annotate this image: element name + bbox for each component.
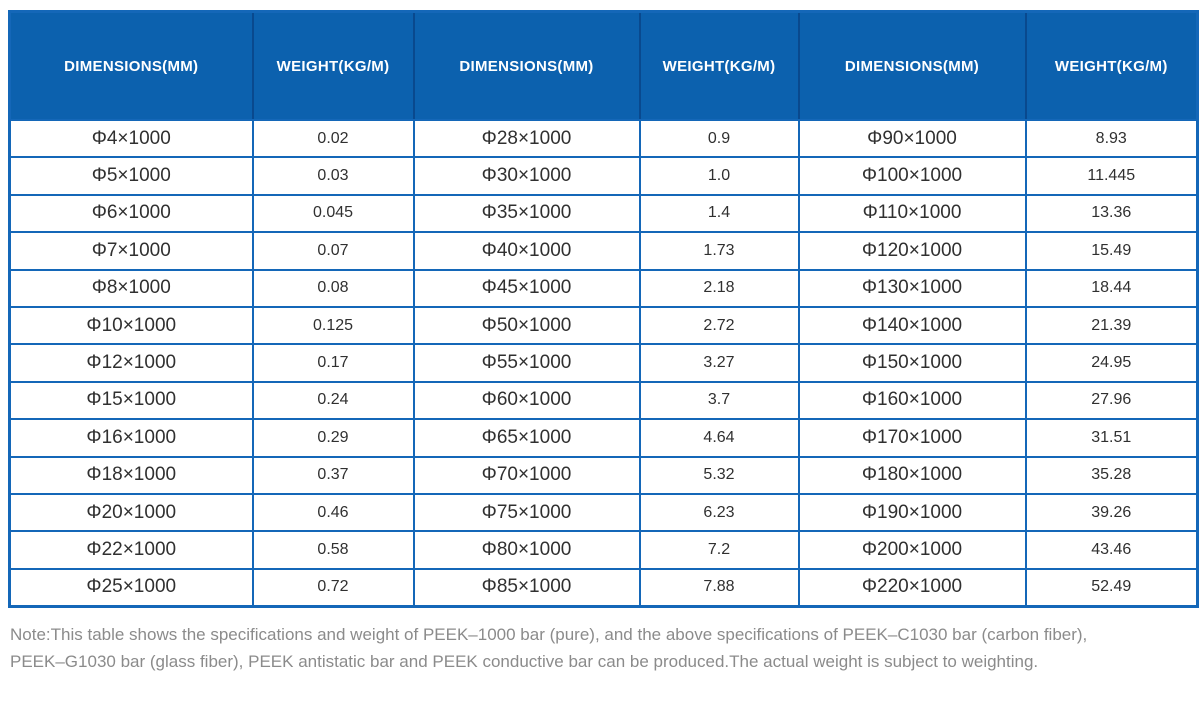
dimension-cell: Φ50×1000 bbox=[414, 307, 640, 344]
weight-cell: 7.88 bbox=[640, 569, 799, 607]
dimension-cell: Φ160×1000 bbox=[799, 382, 1026, 419]
dimension-cell: Φ190×1000 bbox=[799, 494, 1026, 531]
dimension-cell: Φ45×1000 bbox=[414, 270, 640, 307]
peek-bar-spec-table bbox=[8, 10, 1199, 608]
dimension-cell: Φ90×1000 bbox=[799, 120, 1026, 157]
dimension-cell: Φ200×1000 bbox=[799, 531, 1026, 568]
weight-cell: 7.2 bbox=[640, 531, 799, 568]
weight-cell: 0.07 bbox=[253, 232, 414, 269]
dimension-cell: Φ12×1000 bbox=[10, 344, 253, 381]
dimension-cell: Φ8×1000 bbox=[10, 270, 253, 307]
weight-cell: 2.18 bbox=[640, 270, 799, 307]
dimension-cell: Φ220×1000 bbox=[799, 569, 1026, 607]
header-dimensions-3: DIMENSIONS(MM) bbox=[799, 12, 1026, 121]
dimension-cell: Φ15×1000 bbox=[10, 382, 253, 419]
weight-cell: 3.27 bbox=[640, 344, 799, 381]
table-row bbox=[10, 457, 1198, 494]
weight-cell: 1.0 bbox=[640, 157, 799, 194]
dimension-cell: Φ170×1000 bbox=[799, 419, 1026, 456]
header-weight-2: WEIGHT(KG/M) bbox=[640, 12, 799, 121]
weight-cell: 0.37 bbox=[253, 457, 414, 494]
dimension-cell: Φ4×1000 bbox=[10, 120, 253, 157]
dimension-cell: Φ18×1000 bbox=[10, 457, 253, 494]
weight-cell: 0.58 bbox=[253, 531, 414, 568]
weight-cell: 15.49 bbox=[1026, 232, 1198, 269]
weight-cell: 0.9 bbox=[640, 120, 799, 157]
weight-cell: 3.7 bbox=[640, 382, 799, 419]
table-row bbox=[10, 270, 1198, 307]
weight-cell: 18.44 bbox=[1026, 270, 1198, 307]
dimension-cell: Φ16×1000 bbox=[10, 419, 253, 456]
header-weight-1: WEIGHT(KG/M) bbox=[253, 12, 414, 121]
dimension-cell: Φ6×1000 bbox=[10, 195, 253, 232]
dimension-cell: Φ65×1000 bbox=[414, 419, 640, 456]
table-row bbox=[10, 307, 1198, 344]
weight-cell: 0.03 bbox=[253, 157, 414, 194]
dimension-cell: Φ7×1000 bbox=[10, 232, 253, 269]
header-dimensions-1: DIMENSIONS(MM) bbox=[10, 12, 253, 121]
weight-cell: 43.46 bbox=[1026, 531, 1198, 568]
dimension-cell: Φ5×1000 bbox=[10, 157, 253, 194]
header-row bbox=[10, 12, 1198, 121]
weight-cell: 8.93 bbox=[1026, 120, 1198, 157]
weight-cell: 1.4 bbox=[640, 195, 799, 232]
dimension-cell: Φ35×1000 bbox=[414, 195, 640, 232]
dimension-cell: Φ120×1000 bbox=[799, 232, 1026, 269]
weight-cell: 5.32 bbox=[640, 457, 799, 494]
weight-cell: 27.96 bbox=[1026, 382, 1198, 419]
dimension-cell: Φ30×1000 bbox=[414, 157, 640, 194]
table-row bbox=[10, 569, 1198, 607]
dimension-cell: Φ10×1000 bbox=[10, 307, 253, 344]
dimension-cell: Φ100×1000 bbox=[799, 157, 1026, 194]
table-row bbox=[10, 494, 1198, 531]
weight-cell: 11.445 bbox=[1026, 157, 1198, 194]
dimension-cell: Φ40×1000 bbox=[414, 232, 640, 269]
weight-cell: 35.28 bbox=[1026, 457, 1198, 494]
dimension-cell: Φ20×1000 bbox=[10, 494, 253, 531]
note-line-2: PEEK–G1030 bar (glass fiber), PEEK antistatic bar and PEEK conductive bar can be produced.The actual weight is subject to weighting. bbox=[10, 652, 1039, 672]
weight-cell: 0.46 bbox=[253, 494, 414, 531]
dimension-cell: Φ75×1000 bbox=[414, 494, 640, 531]
dimension-cell: Φ180×1000 bbox=[799, 457, 1026, 494]
weight-cell: 0.29 bbox=[253, 419, 414, 456]
weight-cell: 21.39 bbox=[1026, 307, 1198, 344]
table-row bbox=[10, 419, 1198, 456]
weight-cell: 39.26 bbox=[1026, 494, 1198, 531]
note-text bbox=[10, 621, 1192, 675]
table-row bbox=[10, 382, 1198, 419]
weight-cell: 13.36 bbox=[1026, 195, 1198, 232]
note-line-1: Note:This table shows the specifications and weight of PEEK–1000 bar (pure), and the above specifications of PEEK–C1030 bar (carbon fiber), bbox=[10, 625, 1088, 645]
dimension-cell: Φ28×1000 bbox=[414, 120, 640, 157]
weight-cell: 0.17 bbox=[253, 344, 414, 381]
table-row bbox=[10, 120, 1198, 157]
weight-cell: 0.045 bbox=[253, 195, 414, 232]
weight-cell: 1.73 bbox=[640, 232, 799, 269]
weight-cell: 0.125 bbox=[253, 307, 414, 344]
table-row bbox=[10, 195, 1198, 232]
header-dimensions-2: DIMENSIONS(MM) bbox=[414, 12, 640, 121]
weight-cell: 52.49 bbox=[1026, 569, 1198, 607]
dimension-cell: Φ70×1000 bbox=[414, 457, 640, 494]
table-row bbox=[10, 531, 1198, 568]
weight-cell: 0.24 bbox=[253, 382, 414, 419]
weight-cell: 0.02 bbox=[253, 120, 414, 157]
dimension-cell: Φ22×1000 bbox=[10, 531, 253, 568]
weight-cell: 2.72 bbox=[640, 307, 799, 344]
weight-cell: 31.51 bbox=[1026, 419, 1198, 456]
dimension-cell: Φ80×1000 bbox=[414, 531, 640, 568]
weight-cell: 4.64 bbox=[640, 419, 799, 456]
dimension-cell: Φ85×1000 bbox=[414, 569, 640, 607]
table-row bbox=[10, 232, 1198, 269]
weight-cell: 24.95 bbox=[1026, 344, 1198, 381]
dimension-cell: Φ150×1000 bbox=[799, 344, 1026, 381]
dimension-cell: Φ55×1000 bbox=[414, 344, 640, 381]
weight-cell: 0.08 bbox=[253, 270, 414, 307]
dimension-cell: Φ130×1000 bbox=[799, 270, 1026, 307]
dimension-cell: Φ60×1000 bbox=[414, 382, 640, 419]
dimension-cell: Φ110×1000 bbox=[799, 195, 1026, 232]
dimension-cell: Φ140×1000 bbox=[799, 307, 1026, 344]
weight-cell: 0.72 bbox=[253, 569, 414, 607]
header-weight-3: WEIGHT(KG/M) bbox=[1026, 12, 1198, 121]
table-row bbox=[10, 344, 1198, 381]
table-row bbox=[10, 157, 1198, 194]
weight-cell: 6.23 bbox=[640, 494, 799, 531]
dimension-cell: Φ25×1000 bbox=[10, 569, 253, 607]
